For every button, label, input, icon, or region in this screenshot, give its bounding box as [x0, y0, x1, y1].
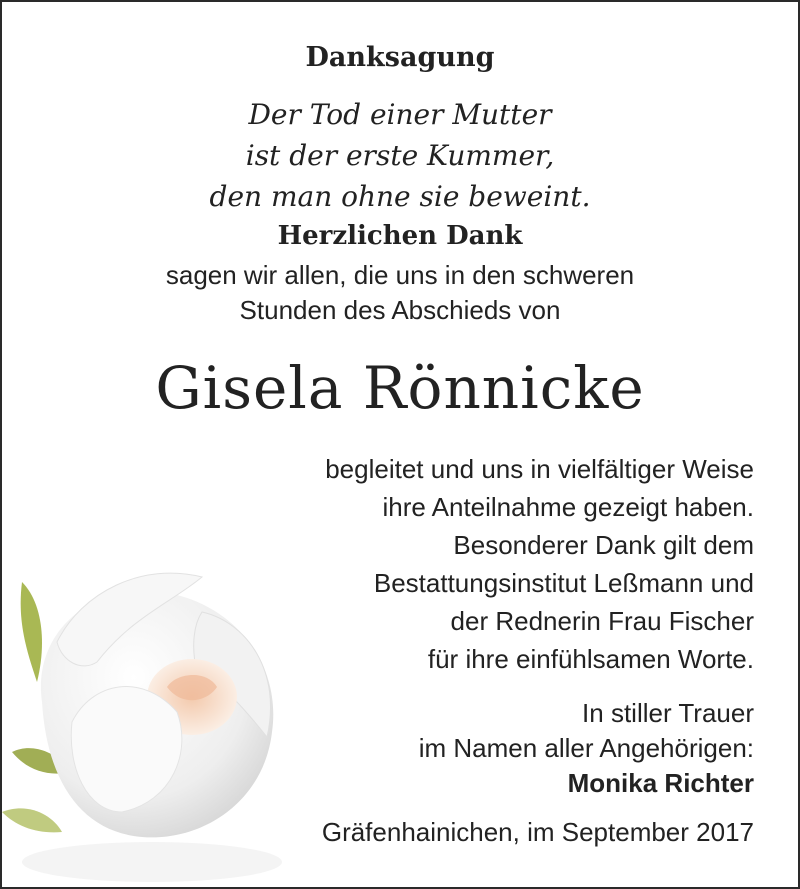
thanks-line: Stunden des Abschieds von: [239, 295, 561, 325]
body-line: der Rednerin Frau Fischer: [450, 606, 754, 636]
closing-line: im Namen aller Angehörigen:: [418, 733, 754, 763]
closing-block: [419, 696, 754, 801]
closing-line: In stiller Trauer: [582, 698, 754, 728]
acknowledgement-text: [325, 450, 754, 678]
body-line: Bestattungsinstitut Leßmann und: [373, 568, 754, 598]
signer-name: Monika Richter: [567, 768, 754, 798]
deceased-name: Gisela Rönnicke: [155, 354, 645, 422]
body-line: Besonderer Dank gilt dem: [453, 530, 754, 560]
place-date: Gräfenhainichen, im September 2017: [321, 817, 754, 847]
body-line: begleitet und uns in vielfältiger Weise: [325, 454, 754, 484]
thanks-line: sagen wir allen, die uns in den schweren: [165, 260, 635, 290]
poem-line: ist der erste Kummer,: [245, 139, 555, 172]
body-line: für ihre einfühlsamen Worte.: [427, 644, 754, 674]
body-line: ihre Anteilnahme gezeigt haben.: [382, 492, 754, 522]
white-rose-icon: [2, 522, 332, 889]
poem-verse: [2, 94, 798, 217]
poem-line: den man ohne sie beweint.: [209, 180, 591, 213]
thanks-heading: Herzlichen Dank: [277, 221, 523, 251]
title-danksagung: Danksagung: [305, 42, 495, 73]
poem-line: Der Tod einer Mutter: [248, 98, 552, 131]
thanks-text: [2, 258, 798, 328]
